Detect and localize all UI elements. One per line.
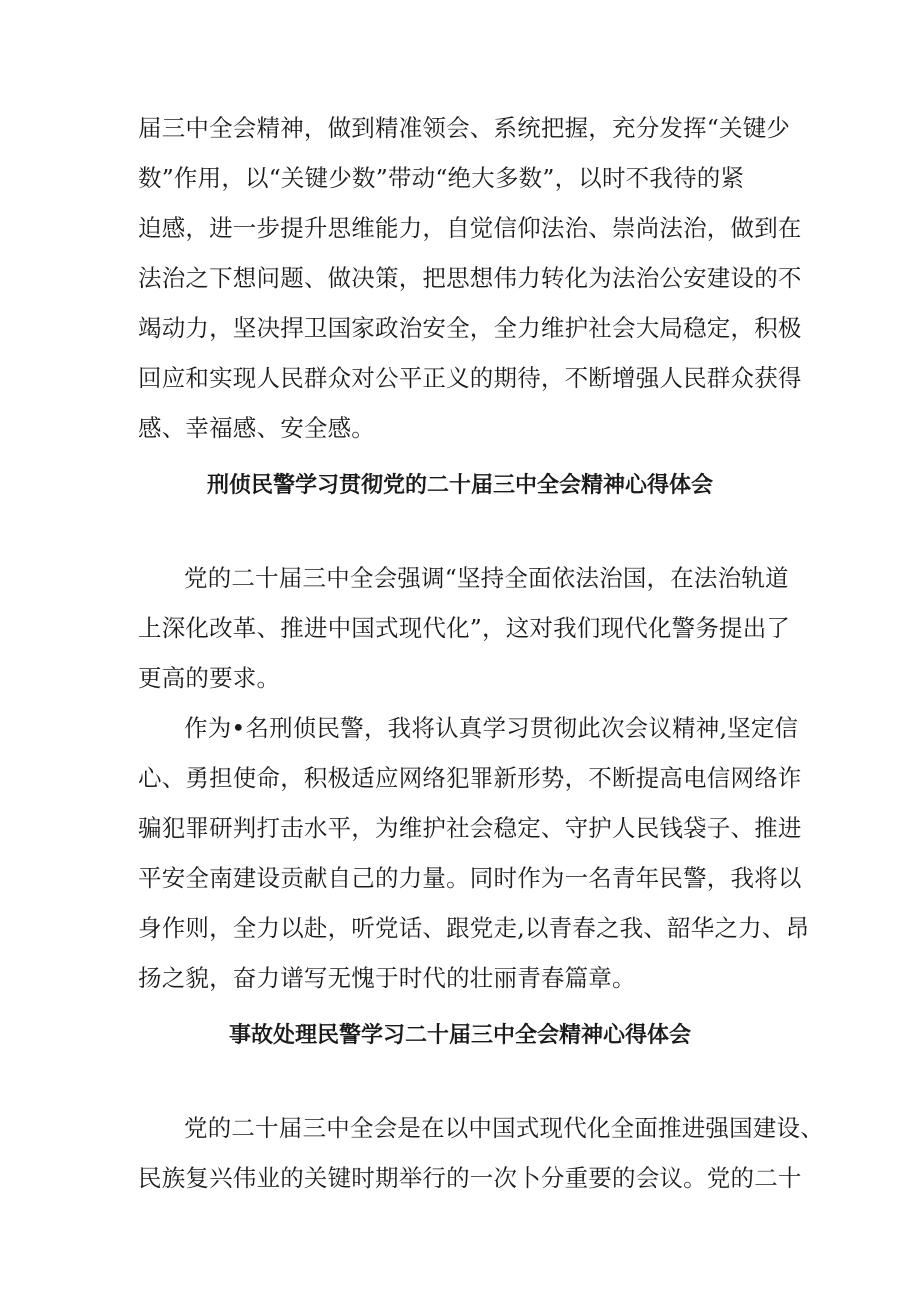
body-text-line: 党的二十届三中全会是在以中国式现代化全面推进强国建设、 xyxy=(184,1114,824,1142)
body-text-line: 平安全南建设贡献自己的力量。同时作为一名青年民警，我将以 xyxy=(138,864,802,892)
body-text-line: 感、幸福感、安全感。 xyxy=(138,414,375,442)
body-text-line: 更高的要求。 xyxy=(138,664,281,692)
body-text-line: 扬之貌，奋力谱写无愧于时代的壮丽青春篇章。 xyxy=(138,964,636,992)
body-text-line: 竭动力，坚决捍卫国家政治安全，全力维护社会大局稳定，积极 xyxy=(138,314,802,342)
body-text-line: 迫感，进一步提升思维能力，自觉信仰法治、崇尚法治，做到在 xyxy=(138,214,802,242)
body-text-line: 数”作用，以“关键少数”带动“绝大多数”，以时不我待的紧 xyxy=(138,164,745,192)
section-heading: 事故处理民警学习二十届三中全会精神心得体会 xyxy=(228,1023,691,1048)
body-text-line: 作为•名刑侦民警，我将认真学习贯彻此次会议精神,坚定信 xyxy=(184,714,799,742)
body-text-line: 届三中全会精神，做到精准领会、系统把握，充分发挥“关键少 xyxy=(138,114,791,142)
body-text-line: 民族复兴伟业的关键时期举行的一次卜分重要的会议。党的二十 xyxy=(138,1164,802,1192)
body-text-line: 心、勇担使命，积极适应网络犯罪新形势，不断提高电信网络诈 xyxy=(138,764,802,792)
body-text-line: 回应和实现人民群众对公平正义的期待，不断增强人民群众获得 xyxy=(138,364,802,392)
body-text-line: 身作则，全力以赴，听党话、跟党走,以青春之我、韶华之力、昂 xyxy=(138,914,810,942)
body-text-line: 法治之下想问题、做决策，把思想伟力转化为法治公安建设的不 xyxy=(138,264,802,292)
body-text-line: 党的二十届三中全会强调“坚持全面依法治国，在法治轨道 xyxy=(184,564,789,592)
body-text-line: 上深化改革、推进中国式现代化”，这对我们现代化警务提出了 xyxy=(138,614,791,642)
body-text-line: 骗犯罪研判打击水平，为维护社会稳定、守护人民钱袋子、推进 xyxy=(138,814,802,842)
section-heading: 刑侦民警学习贯彻党的二十届三中全会精神心得体会 xyxy=(206,473,713,498)
